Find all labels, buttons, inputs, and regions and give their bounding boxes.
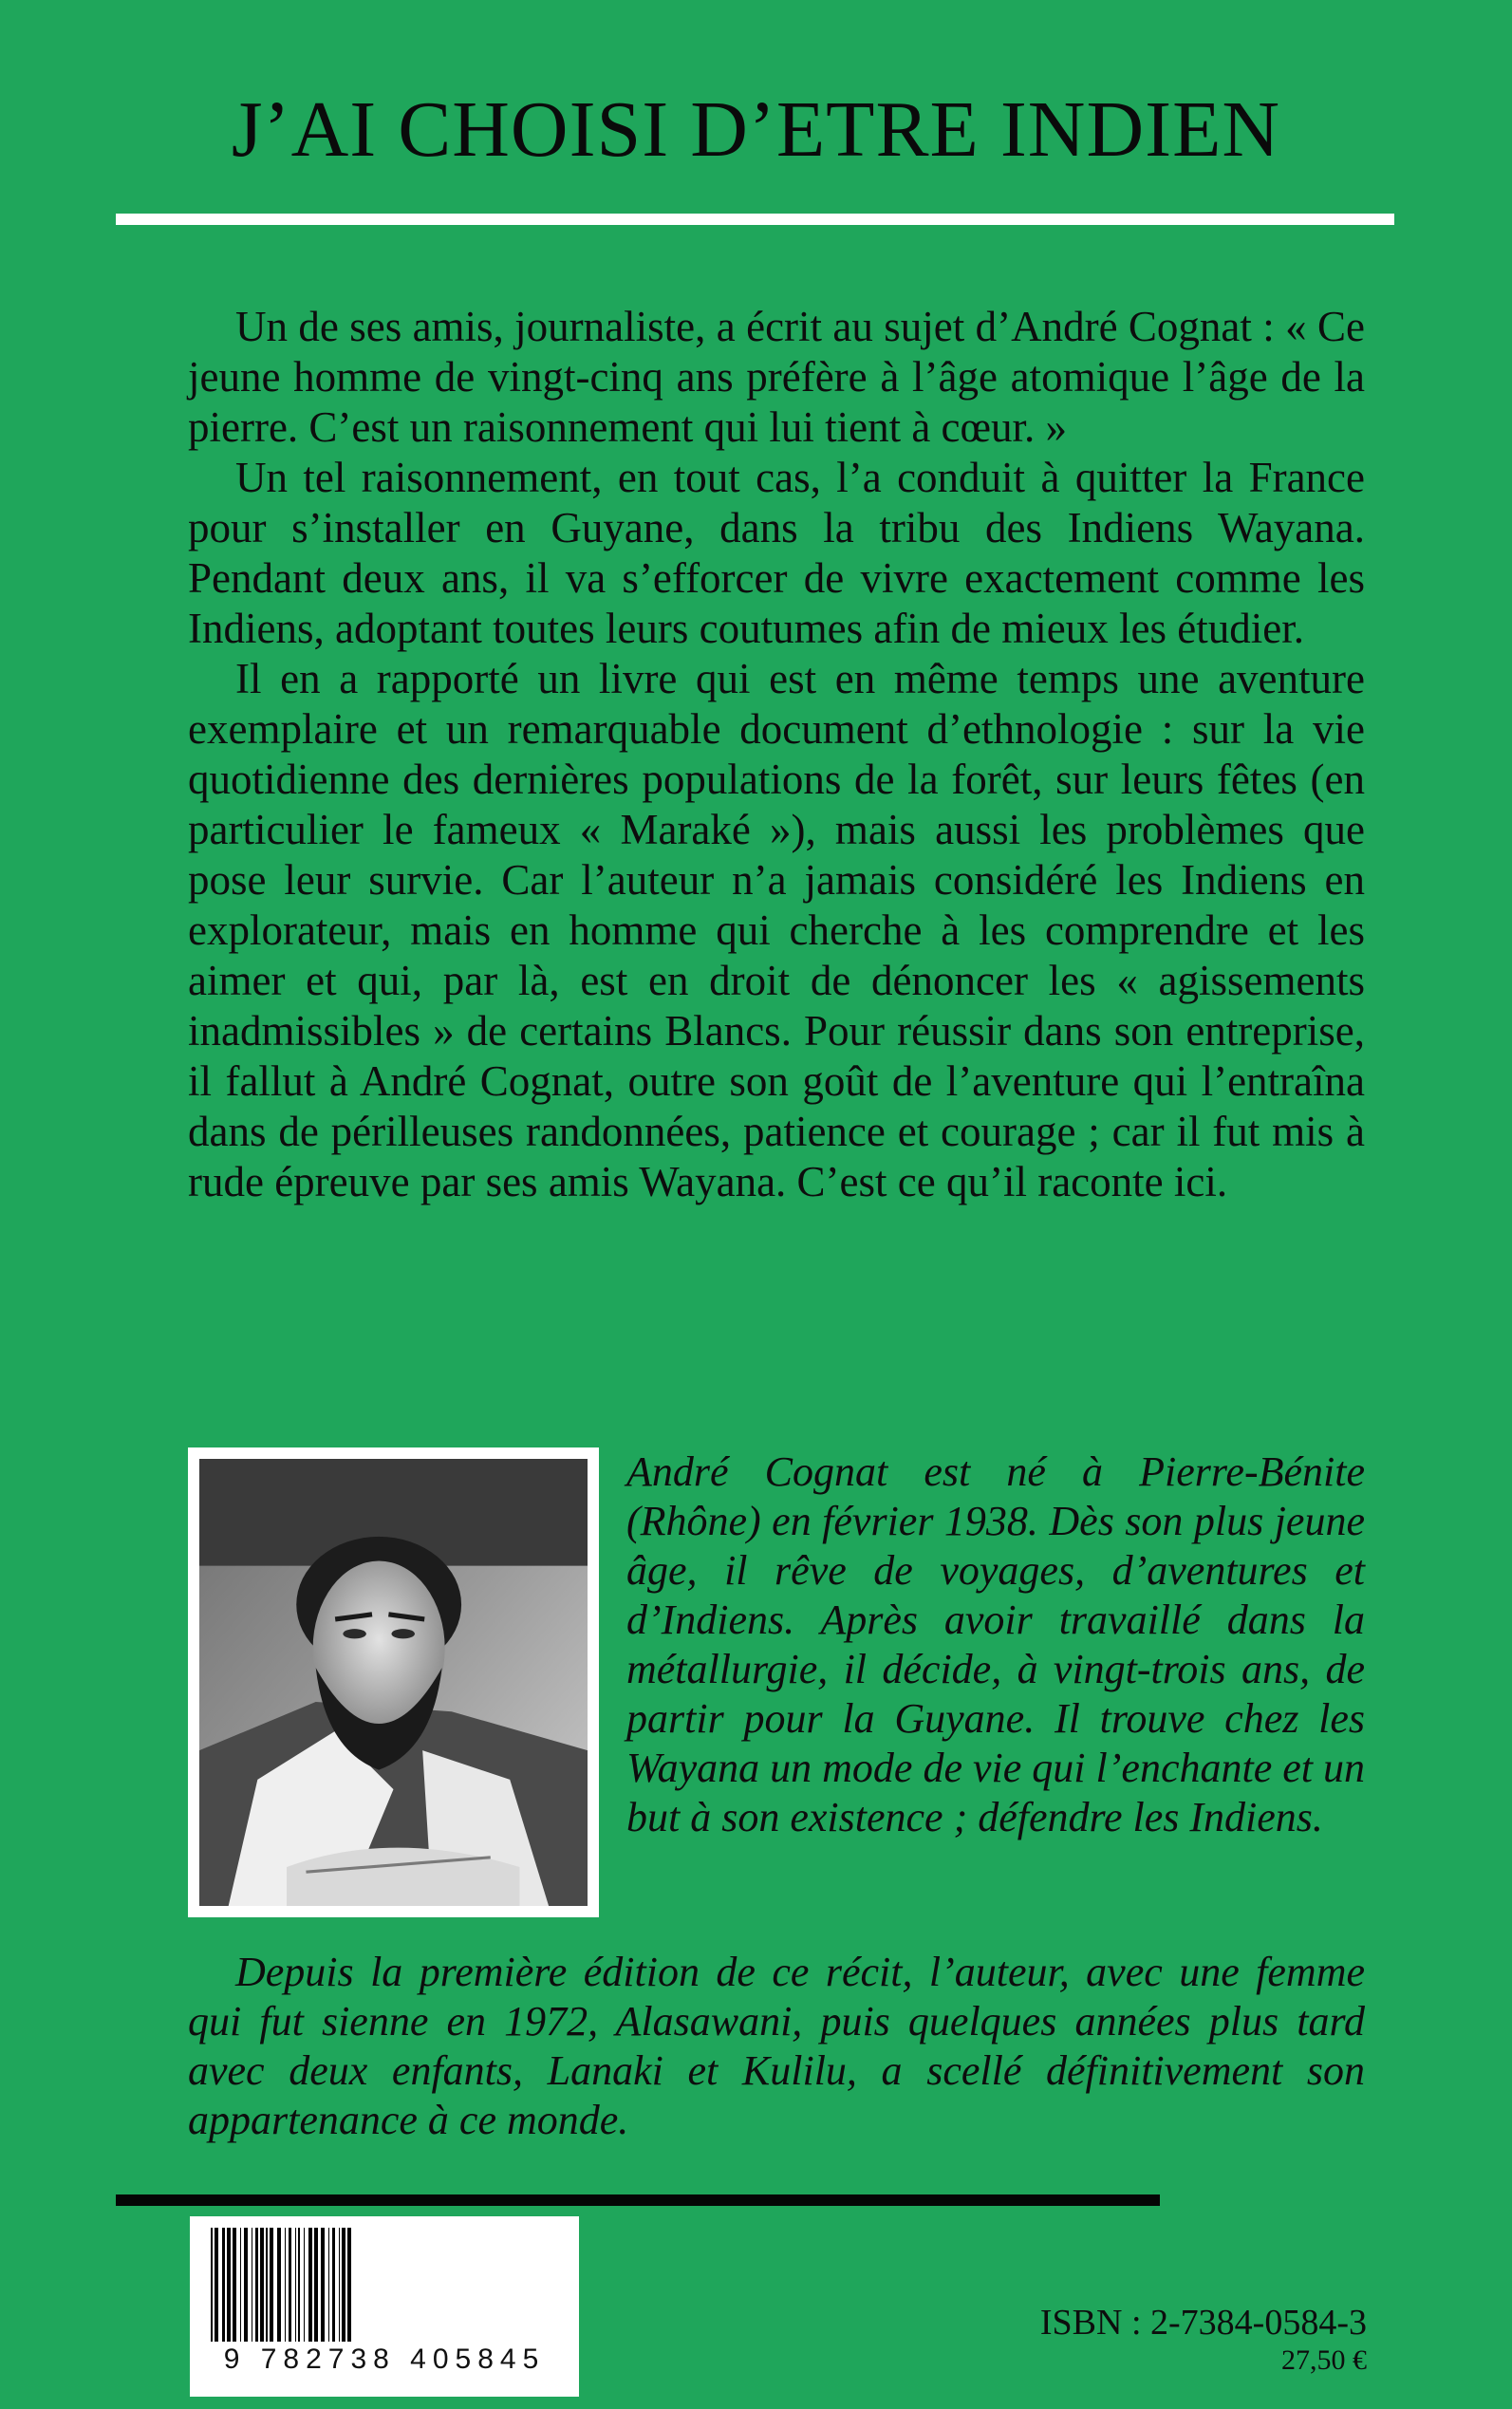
author-bio: André Cognat est né à Pierre-Bénite (Rhône) en février 1938. Dès son plus jeune âge, il rêve de voyages, d’aventures et d’Indiens. Après avoir travaillé dans la métallurgie, il décide, à vingt-trois ans, de partir pour la Guyane. Il trouve chez les Wayana un mode de vie qui l’enchante et un but à son existence ; défendre les Indiens. (626, 1448, 1365, 1840)
barcode-bar (332, 2228, 335, 2342)
barcode-bar (277, 2228, 281, 2342)
barcode-bar (240, 2228, 241, 2342)
barcode-digits: 9 782738 405845 (223, 2344, 546, 2375)
author-photo (188, 1447, 599, 1917)
barcode-bar (314, 2228, 318, 2342)
barcode-bar (255, 2228, 258, 2342)
barcode-bar (295, 2228, 296, 2342)
book-title: J’AI CHOISI D’ETRE INDIEN (231, 85, 1281, 174)
barcode-bar (211, 2228, 213, 2342)
barcode-bar (298, 2228, 300, 2342)
isbn: ISBN : 2-7384-0584-3 (1039, 2303, 1367, 2343)
barcode-bar (266, 2228, 268, 2342)
author-bio-continued: Depuis la première édition de ce récit, l’auteur, avec une femme qui fut sienne en 1972, Alasawani, puis quelques années plus tard avec deux enfants, Lanaki et Kulilu, a scellé définitivement son appartenance à ce monde. (188, 1949, 1365, 2143)
barcode-bar (304, 2228, 305, 2342)
barcode-bar (215, 2228, 218, 2342)
barcode-bar (260, 2228, 264, 2342)
barcode-bar (233, 2228, 236, 2342)
barcode (190, 2216, 579, 2397)
title-underline (116, 214, 1394, 225)
barcode-bar (222, 2228, 225, 2342)
bottom-rule (116, 2194, 1160, 2206)
barcode-bar (339, 2228, 340, 2342)
summary-paragraph-1: Un de ses amis, journaliste, a écrit au sujet d’André Cognat : « Ce jeune homme de vingt-cinq ans préfère à l’âge atomique l’âge de la pierre. C’est un raisonnement qui lui tient à cœur. » (188, 303, 1365, 451)
barcode-bar (308, 2228, 312, 2342)
price: 27,50 € (1281, 2344, 1367, 2376)
barcode-bar (342, 2228, 345, 2342)
barcode-bar (285, 2228, 286, 2342)
barcode-bar (321, 2228, 325, 2342)
summary-text (188, 302, 1365, 1207)
barcode-bars (205, 2228, 564, 2342)
barcode-bar (244, 2228, 248, 2342)
author-portrait-image (199, 1459, 588, 1906)
summary-paragraph-3: Il en a rapporté un livre qui est en même temps une aventure exemplaire et un remarquable document d’ethnologie : sur la vie quotidienne des dernières populations de la forêt, sur leurs fêtes (en particulier le fameux « Maraké »), mais aussi les problèmes que pose leur survie. Car l’auteur n’a jamais considéré les Indiens en explorateur, mais en homme qui cherche à les comprendre et les aimer et qui, par là, est en droit de dénoncer les « agissements inadmissibles » de certains Blancs. Pour réussir dans son entreprise, il fallut à André Cognat, outre son goût de l’aventure qui l’entraîna dans de périlleuses randonnées, patience et courage ; car il fut mis à rude épreuve par ses amis Wayana. C’est ce qu’il raconte ici. (188, 655, 1365, 1205)
barcode-bar (227, 2228, 231, 2342)
barcode-bar (328, 2228, 329, 2342)
barcode-bar (270, 2228, 273, 2342)
barcode-bar (347, 2228, 351, 2342)
barcode-bar (289, 2228, 291, 2342)
summary-paragraph-2: Un tel raisonnement, en tout cas, l’a conduit à quitter la France pour s’installer en Guyane, dans la tribu des Indiens Wayana. Pendant deux ans, il va s’efforcer de vivre exactement comme les Indiens, adoptant toutes leurs coutumes afin de mieux les étudier. (188, 454, 1365, 652)
